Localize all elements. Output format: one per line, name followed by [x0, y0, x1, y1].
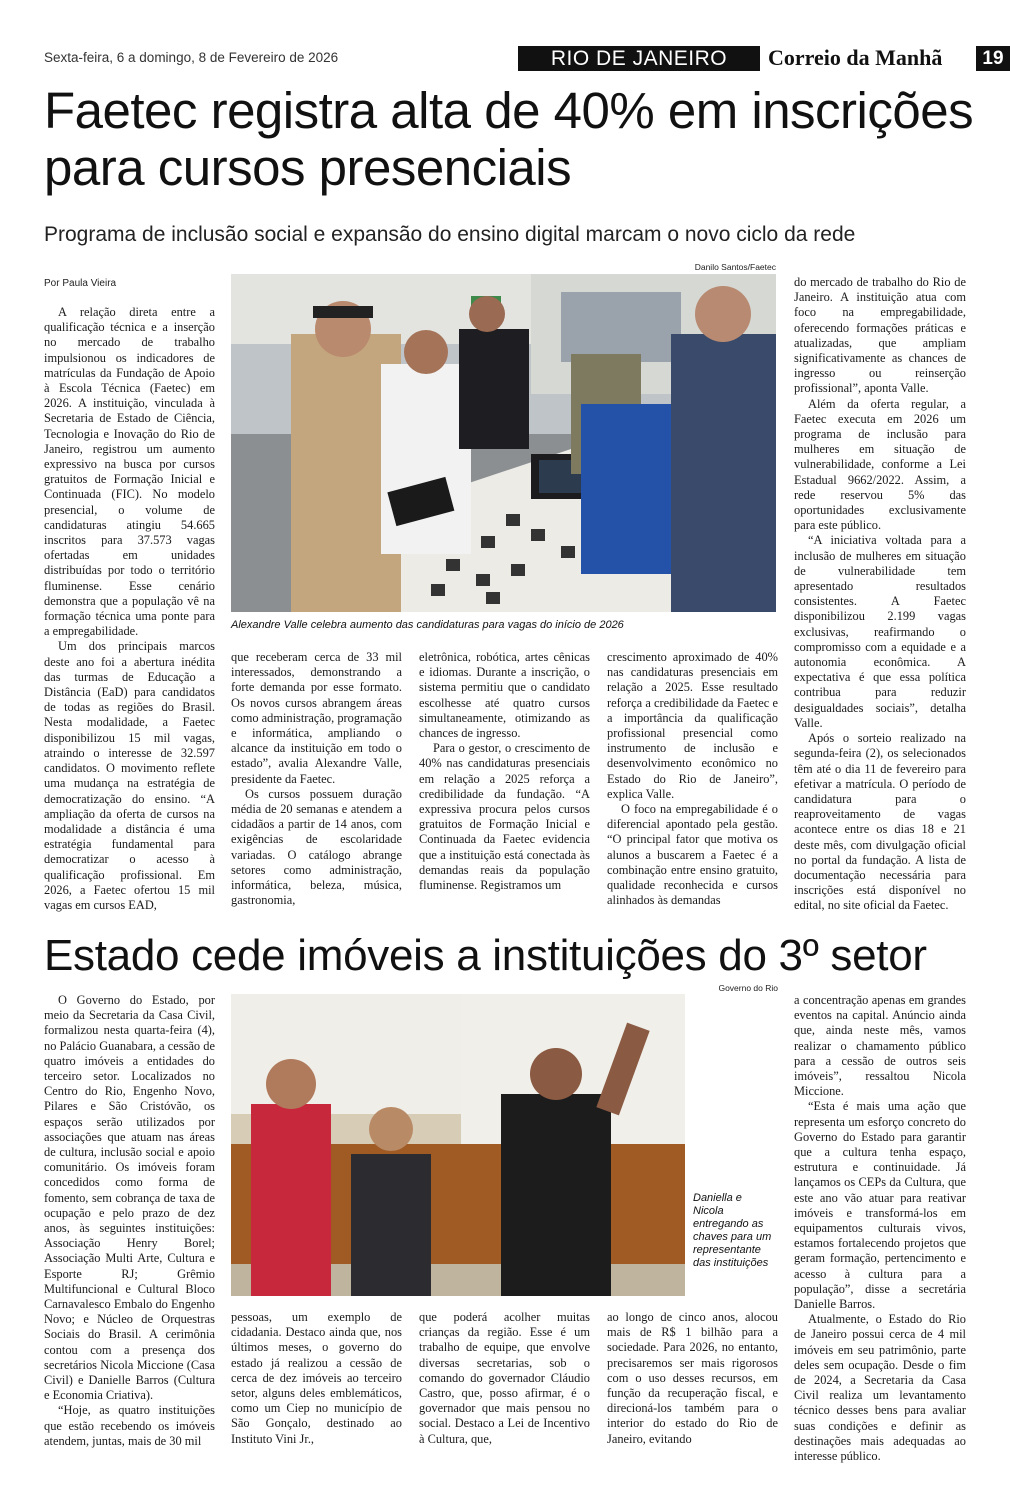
article1-headline: Faetec registra alta de 40% em inscrições para cursos presenciais — [44, 82, 974, 196]
paragraph: “A iniciativa voltada para a inclusão de mulheres em situação de vulnerabilidade tem apresentado resultados consistentes. A Faetec disponibilizou 2.199 vagas exclusivas, reafirmando o compromisso com a equidade e a autonomia econômica. A expectativa é que essa política contribua para reduzir desigualdades sociais”, detalha Valle. — [794, 533, 966, 730]
article1-column-4 — [607, 650, 778, 908]
article2-photo-credit: Governo do Rio — [718, 983, 778, 993]
article2-photo-caption: Daniella e Nicola entregando as chaves para um representante das instituições — [693, 1192, 772, 1269]
paragraph: Para o gestor, o crescimento de 40% nas candidaturas presenciais em relação a 2025 reforça a credibilidade da fundação. “A expressiva procura pelos cursos gratuitos de Formação Inicial e Continuada da Faetec evidencia que a instituição está conectada às demandas reais da população fluminense. Registramos um — [419, 741, 590, 893]
article1-column-5 — [794, 275, 966, 914]
page-number: 19 — [976, 46, 1010, 71]
masthead-logo: Correio da Manhã — [768, 45, 943, 70]
article1-column-3 — [419, 650, 590, 893]
article2-column-4 — [607, 1310, 778, 1447]
article2-column-3 — [419, 1310, 590, 1447]
paragraph: Atualmente, o Estado do Rio de Janeiro possui cerca de 4 mil imóveis em seu patrimônio, parte deles sem ocupação. Desde o fim de 2024, a Secretaria da Casa Civil realiza um levantamento técnico desses bens para avaliar suas condições e definir as destinações mais adequadas ao interesse público. — [794, 1312, 966, 1464]
article1-photo-credit: Danilo Santos/Faetec — [694, 262, 776, 272]
faetec-event-photo — [231, 274, 776, 612]
paragraph: A relação direta entre a qualificação técnica e a inserção no mercado de trabalho impulsionou os indicadores de matrículas da Fundação de Apoio à Escola Técnica (Faetec) em 2026. A instituição, vinculada à Secretaria de Estado de Ciência, Tecnologia e Inovação do Rio de Janeiro, registrou um aumento expressivo na busca por cursos gratuitos de Formação Inicial e Continuada (FIC). No modelo presencial, o volume de candidaturas atingiu 54.665 inscritos para 37.573 vagas ofertadas em unidades distribuídas por todo o território fluminense. Esse cenário demonstra que a população vê na formação técnica uma ponte para a empregabilidade. — [44, 305, 215, 639]
article1-photo-caption: Alexandre Valle celebra aumento das candidaturas para vagas do início de 2026 — [231, 619, 624, 631]
paragraph: que poderá acolher muitas crianças da região. Esse é um trabalho de equipe, que envolve diversas secretarias, sob o comando do governador Cláudio Castro, que, posso afirmar, é o governador que mais pensou no social. Destaco a Lei de Incentivo à Cultura, que, — [419, 1310, 590, 1446]
paragraph: do mercado de trabalho do Rio de Janeiro. A instituição atua com foco na empregabilidade, oferecendo formações práticas e atualizadas, que ampliam significativamente as chances de ingresso ou reinserção profissional”, aponta Valle. — [794, 275, 966, 396]
paragraph: eletrônica, robótica, artes cênicas e idiomas. Durante a inscrição, o sistema permitiu que o candidato escolhesse até quatro cursos simultaneamente, otimizando as chances de ingresso. — [419, 650, 590, 741]
article2-photo — [231, 994, 685, 1296]
paragraph: crescimento aproximado de 40% nas candidaturas presenciais em relação a 2025. Esse resultado reforça a credibilidade da Faetec e a importância da qualificação profissional presencial como instrumento de inclusão e desenvolvimento econômico no Estado do Rio de Janeiro”, explica Valle. — [607, 650, 778, 801]
paragraph: ao longo de cinco anos, alocou mais de R$ 1 bilhão para a sociedade. Para 2026, no entanto, precisaremos ser mais rigorosos com o uso desses recursos, em função da recuperação fiscal, e direcioná-los também para o interior do estado do Rio de Janeiro, evitando — [607, 1310, 778, 1446]
article1-column-1 — [44, 305, 215, 913]
paragraph: Além da oferta regular, a Faetec executa em 2026 um programa de inclusão para mulheres em situação de vulnerabilidade, conforme a Lei Estadual 9662/2022. Assim, a rede reservou 5% das oportunidades exclusivamente para este público. — [794, 396, 966, 533]
paragraph: que receberam cerca de 33 mil interessados, demonstrando a forte demanda por esse formato. Os novos cursos abrangem áreas como administração, programação e informática, ampliando o alcance da instituição em todo o estado”, avalia Alexandre Valle, presidente da Faetec. — [231, 650, 402, 786]
paragraph: Um dos principais marcos deste ano foi a abertura inédita das turmas de Educação a Distância (EaD) para candidatos de todas as regiões do Brasil. Nesta modalidade, a Faetec disponibilizou 15 mil vagas, atraindo o interesse de 32.597 candidatos. O movimento reflete uma mudança na estratégia de democratização do ensino. “A ampliação da oferta de cursos na modalidade a distância é uma estratégia fundamental para democratizar o acesso à qualificação profissional. Em 2026, a Faetec ofertou 15 mil vagas em cursos EAD, — [44, 639, 215, 912]
article1-column-2 — [231, 650, 402, 908]
edition-date: Sexta-feira, 6 a domingo, 8 de Fevereiro de 2026 — [44, 50, 339, 65]
paragraph: “Esta é mais uma ação que representa um esforço concreto do Governo do Estado para garantir que a cultura tenha espaço, estrutura e continuidade. Já lançamos os CEPs da Cultura, que este ano vão atuar para reativar imóveis e transformá-los em equipamentos culturais vivos, estamos fortalecendo projetos que geram formação, pertencimento e acesso à cultura para a população”, disse a secretária Danielle Barros. — [794, 1099, 966, 1312]
article2-column-5 — [794, 993, 966, 1464]
paragraph: Os cursos possuem duração média de 20 semanas e atendem a cidadãos a partir de 14 anos, com exigências de escolaridade variadas. O catálogo abrange setores como administração, informática, beleza, música, gastronomia, — [231, 786, 402, 908]
paragraph: O foco na empregabilidade é o diferencial apontado pela gestão. “O principal fator que motiva os alunos a buscarem a Faetec é a combinação entre ensino gratuito, qualidade reconhecida e cursos alinhados às demandas — [607, 802, 778, 908]
section-tag: RIO DE JANEIRO — [518, 46, 760, 71]
paragraph: O Governo do Estado, por meio da Secretaria da Casa Civil, formalizou nesta quarta-feira (4), no Palácio Guanabara, a cessão de quatro imóveis a entidades do terceiro setor. Localizados no Centro do Rio, Engenho Novo, Pilares e São Cristóvão, os espaços serão utilizados por associações que atuam nas áreas de cultura, inclusão social e apoio comunitário. Os imóveis foram concedidos como forma de fomento, sem cobrança de taxa de ocupação e pelo prazo de dez anos, às seguintes instituições: Associação Henry Borel; Associação Multi Arte, Cultura e Esporte RJ; Grêmio Multifuncional e Cultural Bloco Carnavalesco Embalo do Engenho Novo; e Núcleo de Orquestras Sociais do Brasil. A cerimônia contou com a presença dos secretários Nicola Miccione (Casa Civil) e Danielle Barros (Cultura e Economia Criativa). — [44, 993, 216, 1403]
paragraph: “Hoje, as quatro instituições que estão recebendo os imóveis atendem, juntas, mais de 30 mil — [44, 1403, 215, 1448]
paragraph: Após o sorteio realizado na segunda-feira (2), os selecionados têm até o dia 11 de fevereiro para efetivar a matrícula. O período de candidatura para o reaproveitamento de vagas acontece entre os dias 18 e 21 deste mês, com divulgação oficial no portal da fundação. A lista de documentação necessária para inscrições está disponível no edital, no site oficial da Faetec. — [794, 731, 966, 913]
article2-column-1 — [44, 993, 215, 1449]
article2-column-2 — [231, 1310, 402, 1447]
page-header — [44, 44, 1004, 74]
article1-byline: Por Paula Vieira — [44, 278, 117, 289]
paragraph: pessoas, um exemplo de cidadania. Destaco ainda que, nos últimos meses, o governo do estado já realizou a cessão de cerca de dez imóveis ao terceiro setor, alguns deles emblemáticos, como um Ciep no município de São Gonçalo, destinado ao Instituto Vini Jr., — [231, 1310, 402, 1446]
article1-photo — [231, 274, 776, 612]
paragraph: a concentração apenas em grandes eventos na capital. Anúncio ainda que, ainda neste mês, vamos realizar o chamamento público para a cessão de outros seis imóveis”, ressaltou Nicola Miccione. — [794, 993, 966, 1099]
article1-subheadline: Programa de inclusão social e expansão do ensino digital marcam o novo ciclo da rede — [44, 223, 856, 246]
article2-headline: Estado cede imóveis a instituições do 3º setor — [44, 931, 927, 980]
ceremony-photo — [231, 994, 685, 1296]
